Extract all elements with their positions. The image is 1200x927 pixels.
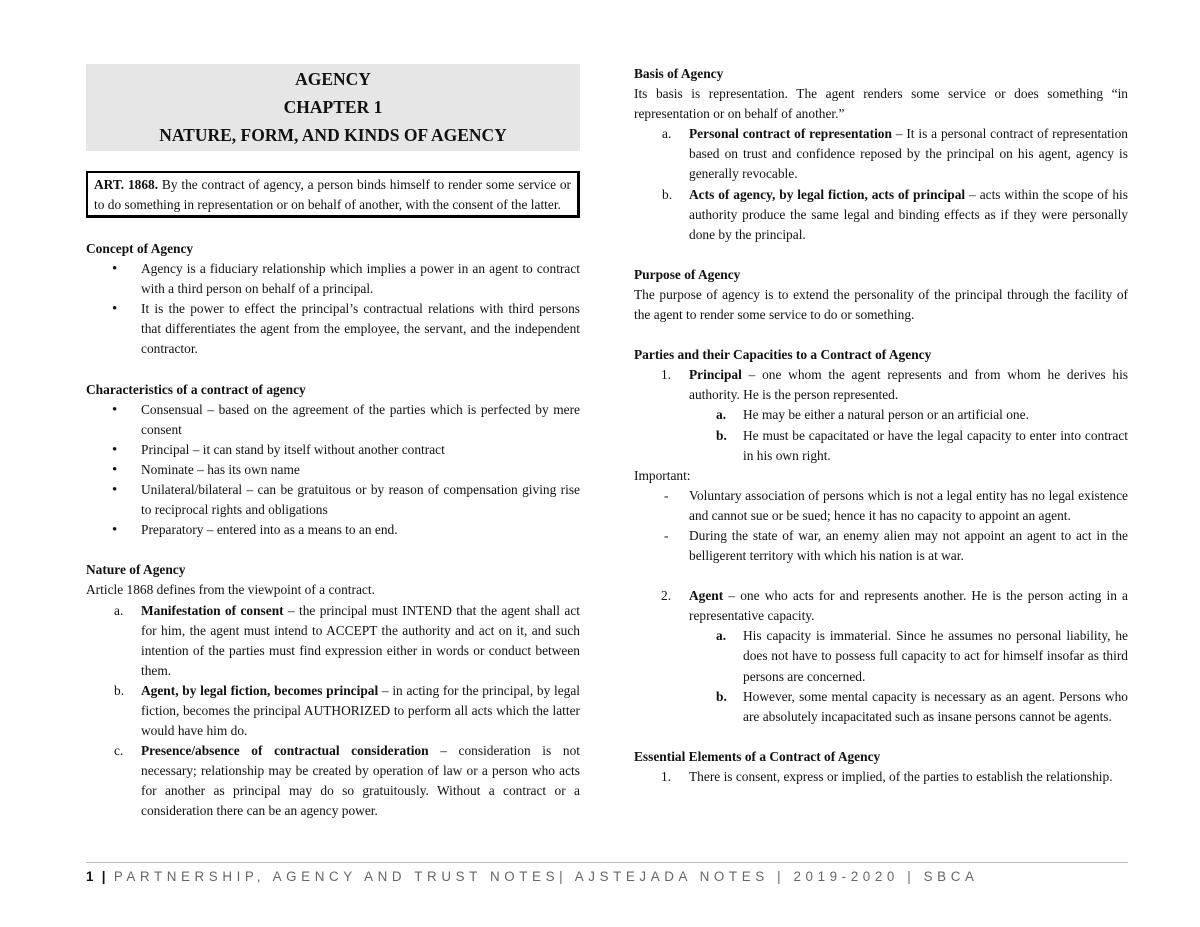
- article-text: By the contract of agency, a person binds himself to render some service or to do something in representation or on behalf of another, with the consent of the latter.: [94, 177, 571, 212]
- list-marker: 1.: [661, 768, 672, 784]
- right-column: [634, 64, 1128, 787]
- list-item: [634, 405, 1128, 425]
- item-text: He must be capacitated or have the legal capacity to enter into contract in his own right.: [743, 427, 1128, 463]
- item-text: However, some mental capacity is necessary as an agent. Persons who are absolutely incapacitated such as insane persons cannot be agents.: [743, 688, 1128, 724]
- item-text: He may be either a natural person or an artificial one.: [743, 407, 1029, 423]
- list-item: [86, 741, 580, 821]
- item-title: Personal contract of representation: [689, 126, 892, 142]
- list-marker: -: [664, 487, 669, 503]
- list-marker: 1.: [661, 367, 672, 383]
- concept-list: [86, 259, 580, 359]
- title-line-3: NATURE, FORM, AND KINDS OF AGENCY: [159, 125, 507, 145]
- essential-list: [634, 767, 1128, 787]
- list-item: • It is the power to effect the principal’s contractual relations with third persons that differentiates the agent from the employee, the servant, and the independent contractor.: [86, 299, 580, 359]
- list-item: [634, 586, 1128, 626]
- title-line-1: AGENCY: [295, 69, 371, 89]
- item-text: – the principal must INTEND that the agent shall act for him, the agent must intend to ACCEPT the authority and act on it, and such intention of the parties must find expression either in words or conduct between them.: [141, 602, 580, 678]
- basis-intro: Its basis is representation. The agent renders some service or does something “in representation or on behalf of another.”: [634, 86, 1128, 122]
- purpose-text: The purpose of agency is to extend the personality of the principal through the facility of the agent to render some service to do or something.: [634, 286, 1128, 323]
- important-list: [634, 486, 1128, 566]
- characteristics-list: [86, 400, 580, 541]
- list-marker: b.: [114, 682, 125, 698]
- nature-intro: Article 1868 defines from the viewpoint of a contract.: [86, 582, 375, 598]
- item-text: – one who acts for and represents another. He is the person acting in a representative capacity.: [689, 588, 1128, 624]
- footer-text: PARTNERSHIP, AGENCY AND TRUST NOTES| AJSTEJADA NOTES | 2019-2020 | SBCA: [105, 869, 979, 884]
- list-item: • Nominate – has its own name: [86, 460, 580, 480]
- list-item: [634, 426, 1128, 466]
- list-item: [86, 681, 580, 741]
- list-item: [634, 124, 1128, 184]
- chapter-title-box: [86, 64, 580, 151]
- principal-sub-list: [634, 405, 1128, 465]
- essential-heading: Essential Elements of a Contract of Agency: [634, 748, 881, 764]
- list-item: [634, 626, 1128, 686]
- list-marker: -: [664, 527, 669, 543]
- list-item: [634, 687, 1128, 727]
- characteristics-heading: Characteristics of a contract of agency: [86, 381, 306, 397]
- parties-heading: Parties and their Capacities to a Contract of Agency: [634, 347, 932, 363]
- item-text: During the state of war, an enemy alien may not appoint an agent to act in the belligerent territory with which his nation is at war.: [689, 527, 1128, 564]
- item-text: – in acting for the principal, by legal fiction, becomes the principal AUTHORIZED to perform all acts which the latter would have him do.: [141, 682, 581, 739]
- item-text: – It is a personal contract of representation based on trust and confidence reposed by the principal on his agent, agency is generally revocable.: [689, 126, 1129, 182]
- list-item: • Agency is a fiduciary relationship which implies a power in an agent to contract with a third person on behalf of a principal.: [86, 259, 580, 299]
- list-item: [634, 185, 1128, 245]
- purpose-heading: Purpose of Agency: [634, 266, 741, 282]
- page-footer: [86, 862, 1128, 884]
- left-column: [86, 64, 580, 822]
- article-label: ART. 1868.: [94, 177, 159, 192]
- item-text: – consideration is not necessary; relationship may be created by operation of law or a person who acts for another as principal may do so gratuitously. Without a contract or a consideration there can be an agency power.: [141, 743, 580, 819]
- concept-heading: Concept of Agency: [86, 241, 194, 256]
- list-marker: c.: [114, 743, 124, 759]
- list-marker: a.: [114, 602, 124, 618]
- list-marker: a.: [716, 407, 727, 423]
- item-title: Presence/absence of contractual consideration: [141, 743, 429, 759]
- item-text: – one whom the agent represents and from whom he derives his authority. He is the person represented.: [689, 367, 1128, 403]
- footer-separator: |: [101, 869, 106, 884]
- agent-sub-list: [634, 626, 1128, 726]
- item-text: His capacity is immaterial. Since he assumes no personal liability, he does not have to possess full capacity to act for himself insofar as third persons are concerned.: [743, 628, 1128, 684]
- list-item: [634, 486, 1128, 526]
- list-item: • Principal – it can stand by itself without another contract: [86, 440, 580, 460]
- parties-agent-list: [634, 586, 1128, 626]
- list-item: [634, 365, 1128, 405]
- basis-heading: Basis of Agency: [634, 66, 724, 81]
- item-text: – acts within the scope of his authority produce the same legal and binding effects as if they were personally done by the principal.: [689, 186, 1128, 242]
- page-number: 1: [86, 869, 94, 884]
- title-line-2: CHAPTER 1: [283, 97, 383, 117]
- list-item: • Unilateral/bilateral – can be gratuitous or by reason of compensation giving rise to reciprocal rights and obligations: [86, 480, 580, 520]
- item-title: Acts of agency, by legal fiction, acts of principal: [689, 186, 966, 202]
- list-item: [634, 526, 1128, 566]
- list-item: • Preparatory – entered into as a means to an end.: [86, 520, 580, 540]
- item-title: Agent, by legal fiction, becomes principal: [141, 682, 379, 698]
- nature-heading: Nature of Agency: [86, 562, 186, 578]
- list-marker: a.: [716, 628, 727, 644]
- list-marker: b.: [716, 688, 727, 704]
- item-title: Manifestation of consent: [141, 602, 284, 618]
- list-item: [634, 767, 1128, 787]
- item-title: Principal: [689, 367, 742, 383]
- list-marker: b.: [662, 186, 673, 202]
- list-marker: 2.: [661, 588, 672, 604]
- item-text: There is consent, express or implied, of the parties to establish the relationship.: [689, 768, 1113, 784]
- list-item: [86, 601, 580, 681]
- basis-list: [634, 124, 1128, 245]
- article-box: [86, 171, 580, 218]
- list-marker: a.: [662, 126, 672, 142]
- important-label: Important:: [634, 467, 691, 483]
- list-item: • Consensual – based on the agreement of the parties which is perfected by mere consent: [86, 400, 580, 440]
- nature-list: [86, 601, 580, 822]
- item-text: Voluntary association of persons which is not a legal entity has no legal existence and cannot sue or be sued; hence it has no capacity to appoint an agent.: [689, 487, 1128, 523]
- item-title: Agent: [689, 588, 724, 604]
- parties-principal-list: [634, 365, 1128, 405]
- list-marker: b.: [716, 427, 727, 443]
